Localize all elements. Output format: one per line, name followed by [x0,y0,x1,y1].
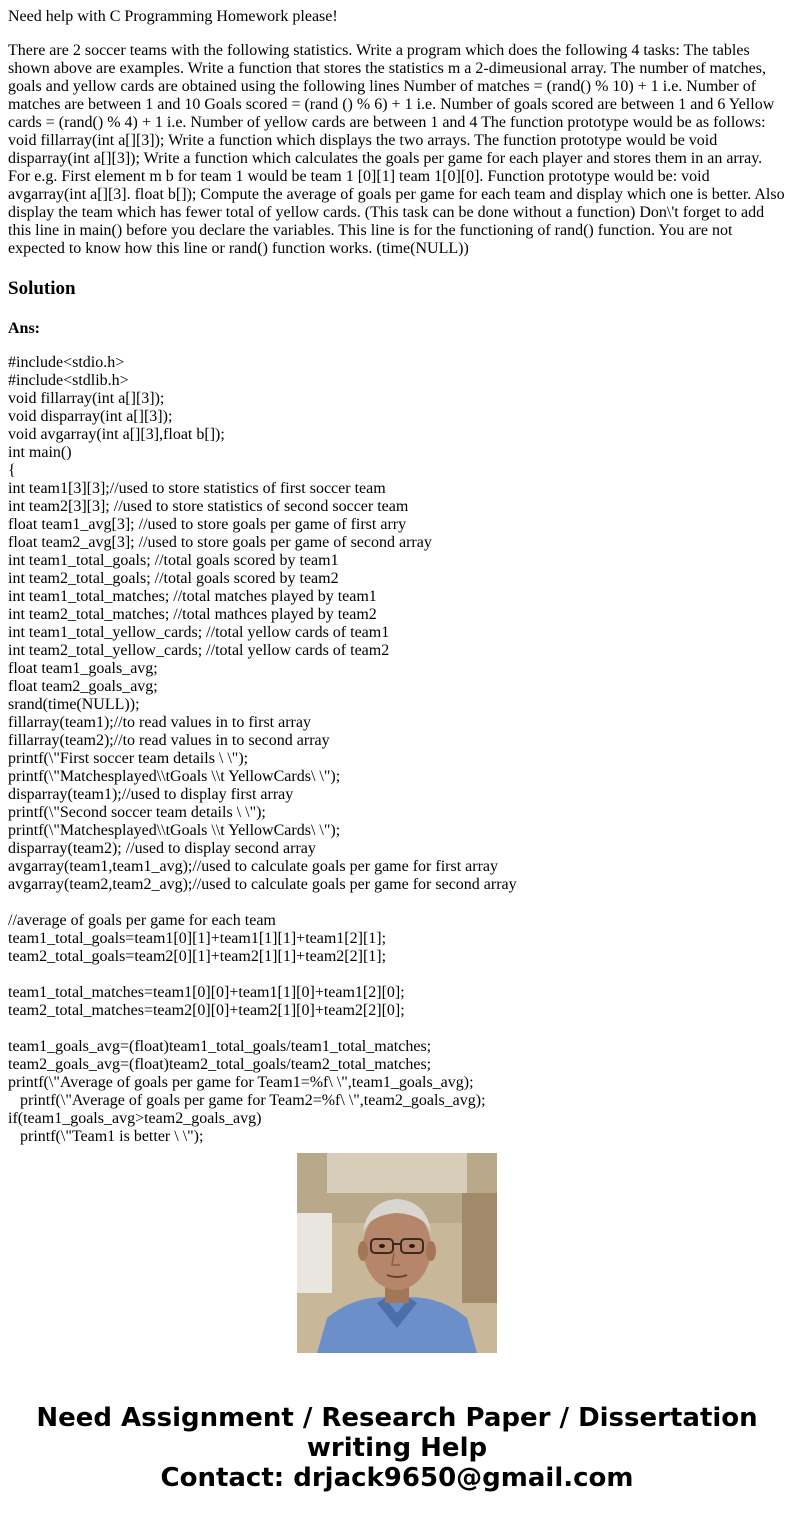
code-line: int team2_total_yellow_cards; //total yellow cards of team2 [8,642,390,659]
code-line: printf(\"Average of goals per game for Team2=%f\ \",team2_goals_avg); [8,1092,486,1109]
code-line: disparray(team1);//used to display first array [8,786,294,803]
document-content [8,0,788,1145]
code-line: { [8,462,16,479]
code-line: printf(\"First soccer team details \ \"); [8,750,249,767]
person-portrait-icon [297,1153,497,1353]
code-line: void fillarray(int a[][3]); [8,390,165,407]
code-line: if(team1_goals_avg>team2_goals_avg) [8,1110,262,1127]
code-line: int team2[3][3]; //used to store statistics of second soccer team [8,498,409,515]
code-line: avgarray(team2,team2_avg);//used to calculate goals per game for second array [8,876,517,893]
code-line: float team2_avg[3]; //used to store goals per game of second array [8,534,432,551]
code-line: float team2_goals_avg; [8,678,158,695]
code-line: int team1_total_matches; //total matches played by team1 [8,588,377,605]
code-line: int team1[3][3];//used to store statistics of first soccer team [8,480,386,497]
code-line: int team1_total_yellow_cards; //total yellow cards of team1 [8,624,390,641]
code-line: int team2_total_goals; //total goals scored by team2 [8,570,339,587]
code-line: printf(\"Matchesplayed\\tGoals \\t YellowCards\ \"); [8,822,341,839]
code-line: team1_goals_avg=(float)team1_total_goals/team1_total_matches; [8,1038,432,1055]
code-line: #include<stdio.h> [8,354,125,371]
code-line [8,894,788,912]
code-line: printf(\"Matchesplayed\\tGoals \\t YellowCards\ \"); [8,768,341,785]
footer-contact: Contact: drjack9650@gmail.com [160,1463,634,1493]
code-line: srand(time(NULL)); [8,696,140,713]
code-line: team2_total_goals=team2[0][1]+team2[1][1]+team2[2][1]; [8,948,387,965]
code-line: fillarray(team1);//to read values in to first array [8,714,311,731]
code-line: avgarray(team1,team1_avg);//used to calculate goals per game for first array [8,858,498,875]
code-line: team2_total_matches=team2[0][0]+team2[1][0]+team2[2][0]; [8,1002,405,1019]
code-line: int team2_total_matches; //total mathces played by team2 [8,606,377,623]
code-line: #include<stdlib.h> [8,372,129,389]
question-title: Need help with C Programming Homework please! [8,8,338,25]
footer-line-2: writing Help [306,1433,488,1463]
code-block [8,354,788,1146]
code-line: team1_total_matches=team1[0][0]+team1[1][0]+team1[2][0]; [8,984,405,1001]
code-line: void avgarray(int a[][3],float b[]); [8,426,225,443]
code-line: printf(\"Second soccer team details \ \"); [8,804,266,821]
answer-label: Ans: [8,320,41,337]
code-line [8,966,788,984]
code-line: team1_total_goals=team1[0][1]+team1[1][1]+team1[2][1]; [8,930,387,947]
code-line: float team1_avg[3]; //used to store goals per game of first arry [8,516,407,533]
question-body: There are 2 soccer teams with the following statistics. Write a program which does the following 4 tasks: The tables shown above are examples. Write a function that stores the statistics m a 2-dimeusional array. The number of matches, goals and yellow cards are obtained using the following lines Number of matches = (rand() % 10) + 1 i.e. Number of matches are between 1 and 10 Goals scored = (rand () % 6) + 1 i.e. Number of goals scored are between 1 and 6 Yellow cards = (rand() % 4) + 1 i.e. Number of yellow cards are between 1 and 4 The function prototype would be as follows: void fillarray(int a[][3]); Write a function which displays the two arrays. The function prototype would be void disparray(int a[][3]); Write a function which calculates the goals per game for each player and stores them in an array. For e.g. First element m b for team 1 would be team 1 [0][1] team 1[0][0]. Function prototype would be: void avgarray(int a[][3]. float b[]); Compute the average of goals per game for each team and display which one is better. Also display the team which has fewer total of yellow cards. (This task can be done without a function) Don\'t forget to add this line in main() before you declare the variables. This line is for the functioning of rand() function. You are not expected to know how this line or rand() function works. (time(NULL)) [8,42,785,257]
author-avatar [297,1153,497,1353]
code-line: int team1_total_goals; //total goals scored by team1 [8,552,339,569]
code-line: float team1_goals_avg; [8,660,158,677]
code-line [8,1020,788,1038]
footer-advertisement [0,1403,794,1493]
code-line: printf(\"Average of goals per game for Team1=%f\ \",team1_goals_avg); [8,1074,474,1091]
footer-line-1: Need Assignment / Research Paper / Dissertation [36,1403,758,1433]
code-line: disparray(team2); //used to display second array [8,840,316,857]
code-line: int main() [8,444,72,461]
code-line: void disparray(int a[][3]); [8,408,173,425]
code-line: printf(\"Team1 is better \ \"); [8,1128,204,1145]
code-line: fillarray(team2);//to read values in to second array [8,732,330,749]
solution-heading: Solution [8,278,76,299]
code-line: //average of goals per game for each team [8,912,276,929]
code-line: team2_goals_avg=(float)team2_total_goals/team2_total_matches; [8,1056,432,1073]
